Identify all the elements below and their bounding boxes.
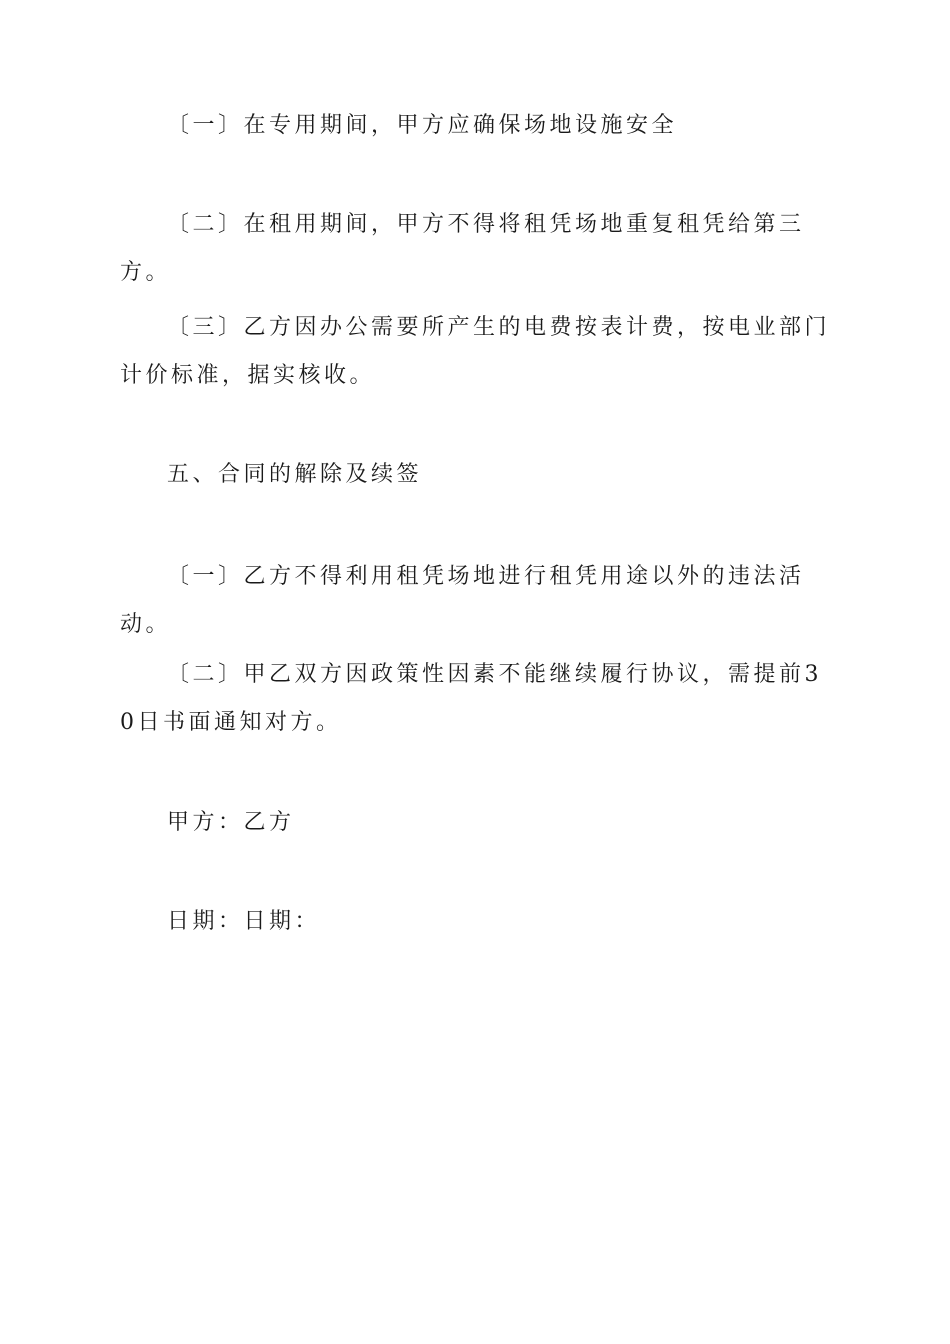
clause-4-2-no-sublease: 〔二〕在租用期间，甲方不得将租凭场地重复租凭给第三方。 <box>120 212 805 285</box>
clause-4-3-electricity-fee: 〔三〕乙方因办公需要所产生的电费按表计费，按电业部门计价标准，据实核收。 <box>120 315 831 388</box>
clause-5-1-illegal-use: 〔一〕乙方不得利用租凭场地进行租凭用途以外的违法活动。 <box>120 564 805 637</box>
section-5-heading: 五、合同的解除及续签 <box>167 462 423 487</box>
signature-date-line: 日期：日期： <box>167 909 321 934</box>
clause-5-2-termination-notice: 〔二〕甲乙双方因政策性因素不能继续履行协议，需提前30日书面通知对方。 <box>120 662 822 735</box>
clause-4-1-site-safety: 〔一〕在专用期间，甲方应确保场地设施安全 <box>167 113 678 138</box>
signature-parties-line: 甲方：乙方 <box>167 810 295 835</box>
